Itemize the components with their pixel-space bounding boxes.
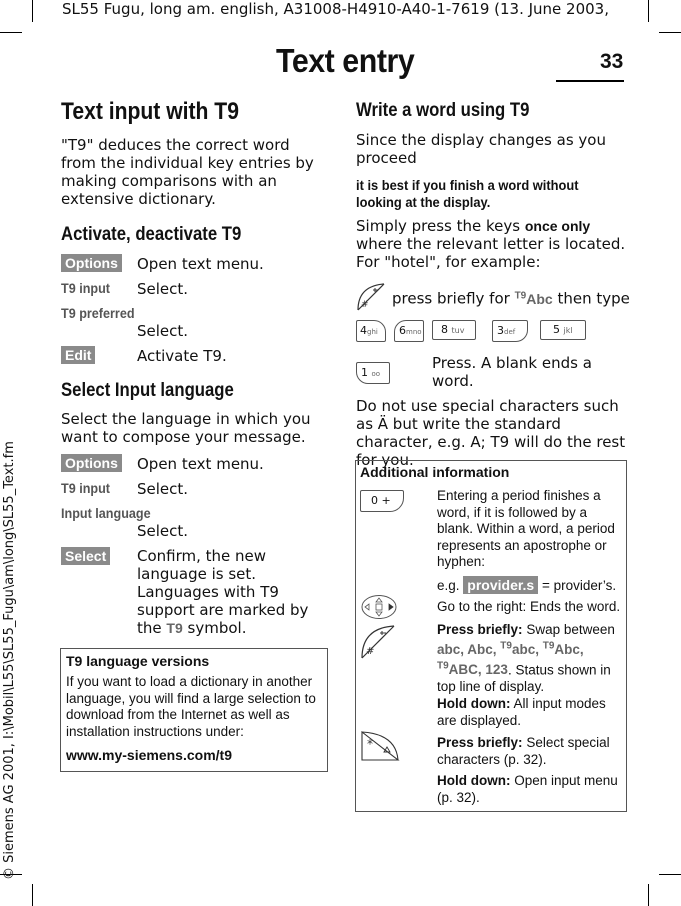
hash-brief-desc (437, 622, 623, 695)
press-text: Simply press the keys (356, 217, 521, 235)
hash-key-icon (356, 282, 386, 312)
hash-key-icon[interactable] (360, 624, 396, 660)
write-intro: Since the display changes as you proceed (356, 131, 606, 167)
t9-mark: T9 (542, 640, 555, 652)
zero-desc: Entering a period finishes a word, if it is followed by a blank. Within a word, a period represents an apostrophe or hyphen: (437, 488, 615, 569)
select-softkey[interactable]: Select (61, 547, 110, 565)
status-text: . Status shown in top line of display. (437, 662, 611, 694)
eg-line (437, 576, 616, 595)
svg-text:#: # (361, 300, 369, 310)
digit-key-3[interactable] (492, 320, 528, 342)
key1-desc: Press. A blank ends a word. (432, 354, 592, 390)
select-desc-confirm (137, 547, 327, 637)
svg-text:#: # (366, 646, 375, 657)
crop-mark (32, 0, 33, 22)
crop-mark (0, 32, 22, 33)
svg-text:*: * (367, 737, 373, 751)
confirm-text-end: symbol. (187, 619, 247, 637)
abc-mode: Abc (526, 290, 553, 307)
activate-desc-options: Open text menu. (137, 255, 264, 273)
activate-desc-t9-preferred: Select. (137, 322, 189, 340)
swap-text: Swap between (526, 622, 615, 637)
confirm-text: Confirm, the new language is set. Languages with T9 support are marked by the (137, 547, 309, 637)
info-title: Additional information (360, 464, 510, 480)
menu-label-t9-preferred: T9 preferred (61, 305, 135, 321)
section-heading-t9: Text input with T9 (61, 98, 239, 125)
select-row-select (61, 547, 110, 566)
hold-down-label: Hold down: (437, 696, 511, 711)
crop-mark (32, 884, 33, 906)
header-rule (556, 80, 624, 82)
write-bold-note: it is best if you finish a word without looking at the display. (356, 177, 579, 210)
key-letters: def (504, 328, 516, 336)
options-softkey[interactable]: Options (61, 254, 122, 272)
hash-text: press briefly for (392, 289, 510, 308)
hash-text-end: then type (557, 289, 630, 308)
crop-mark (648, 884, 649, 906)
hash-instruction (392, 287, 630, 308)
page-number: 33 (600, 50, 624, 73)
press-instruction (356, 217, 626, 271)
provider-softkey[interactable]: provider.s (463, 576, 538, 594)
menu-label-input-language: Input language (61, 505, 151, 521)
select-row-options (61, 454, 122, 473)
key-num: 4 (360, 324, 367, 337)
eg-prefix: e.g. (437, 578, 460, 593)
running-head: SL55 Fugu, long am. english, A31008-H4910-A40-1-7619 (13. June 2003, (62, 0, 609, 18)
page-title: Text entry (276, 42, 415, 79)
box-text: If you want to load a dictionary in another language, you will find a large selection to download from the Internet as well as installation instructions under: (66, 674, 316, 739)
key-num: 8 (441, 323, 448, 336)
key-letters: ghi (367, 328, 378, 336)
eg-suffix: = provider’s. (541, 578, 617, 593)
nav-desc: Go to the right: Ends the word. (437, 599, 621, 614)
crop-mark (648, 0, 649, 22)
activate-heading: Activate, deactivate T9 (61, 224, 242, 245)
select-language-heading: Select Input language (61, 380, 234, 401)
hold-text: All input modes are displayed. (437, 696, 606, 728)
digit-key-4[interactable] (356, 320, 386, 342)
key-letters: oo (371, 370, 381, 378)
navigation-key-icon[interactable] (360, 594, 398, 620)
t9-url-link[interactable]: www.my-siemens.com/t9 (66, 747, 232, 763)
press-bold: once only (524, 218, 591, 234)
select-desc-options: Open text menu. (137, 455, 264, 473)
menu-label-t9-input: T9 input (61, 480, 110, 496)
key-num: 1 (361, 366, 368, 379)
crop-mark (659, 874, 681, 875)
key-num: 3 (497, 324, 504, 337)
t9-mark: T9 (514, 290, 527, 301)
press-briefly-label: Press briefly: (437, 622, 523, 637)
menu-label-t9-input: T9 input (61, 280, 110, 296)
zero-plus-key[interactable]: 0 + (360, 490, 404, 512)
star-brief-desc (437, 735, 623, 768)
key-letters: jkl (563, 326, 573, 335)
mode-t9abc: abc, (511, 642, 539, 657)
key-num: 5 (553, 323, 560, 336)
activate-row-options (61, 254, 122, 273)
key-letters: tuv (451, 326, 465, 335)
select-desc-input-language: Select. (137, 522, 189, 540)
key-num: 6 (399, 324, 406, 337)
box-title: T9 language versions (66, 653, 210, 669)
activate-desc-t9-input: Select. (137, 280, 189, 298)
activate-desc-edit: Activate T9. (137, 347, 227, 365)
select-desc-t9-input: Select. (137, 480, 189, 498)
key-letters: mno (406, 328, 422, 336)
mode-t9ABC-123: ABC, 123 (448, 662, 508, 677)
options-softkey[interactable]: Options (61, 454, 122, 472)
t9-mark: T9 (500, 640, 512, 652)
mode-t9Abc: Abc, (554, 642, 584, 657)
crop-mark (659, 32, 681, 33)
t9-symbol: T9 (166, 620, 183, 636)
t9-language-box (60, 648, 328, 772)
digit-key-8[interactable] (432, 320, 476, 340)
digit-key-5[interactable] (540, 320, 586, 340)
star-hold-text: Open input menu (p. 32). (437, 773, 618, 805)
t9-intro: "T9" deduces the correct word from the individual key entries by making comparisons with an extensive dictionary. (61, 136, 314, 208)
select-language-intro: Select the language in which you want to compose your message. (61, 410, 311, 446)
mode-abc: abc, Abc, (437, 642, 497, 657)
star-brief-text: Select special characters (p. 32). (437, 735, 610, 767)
star-key-icon[interactable] (360, 730, 400, 762)
hash-hold-desc (437, 696, 623, 729)
edit-softkey[interactable]: Edit (61, 346, 95, 364)
sidebar-path: © Siemens AG 2001, I:\Mobil\L55\SL55_Fugu\am\long\SL55_Text.fm (2, 441, 17, 880)
write-word-heading: Write a word using T9 (356, 100, 530, 121)
digit-key-1[interactable] (356, 362, 390, 384)
special-characters-note: Do not use special characters such as Ä but write the standard character, e.g. A; T9 will do the rest for you. (356, 397, 626, 469)
activate-row-edit (61, 346, 95, 365)
t9-mark: T9 (437, 660, 449, 672)
press-text-end: where the relevant letter is located. For "hotel", for example: (356, 235, 626, 271)
hold-down-label: Hold down: (437, 773, 511, 788)
press-briefly-label: Press briefly: (437, 735, 523, 750)
digit-key-6[interactable] (394, 320, 424, 342)
star-hold-desc (437, 773, 623, 806)
